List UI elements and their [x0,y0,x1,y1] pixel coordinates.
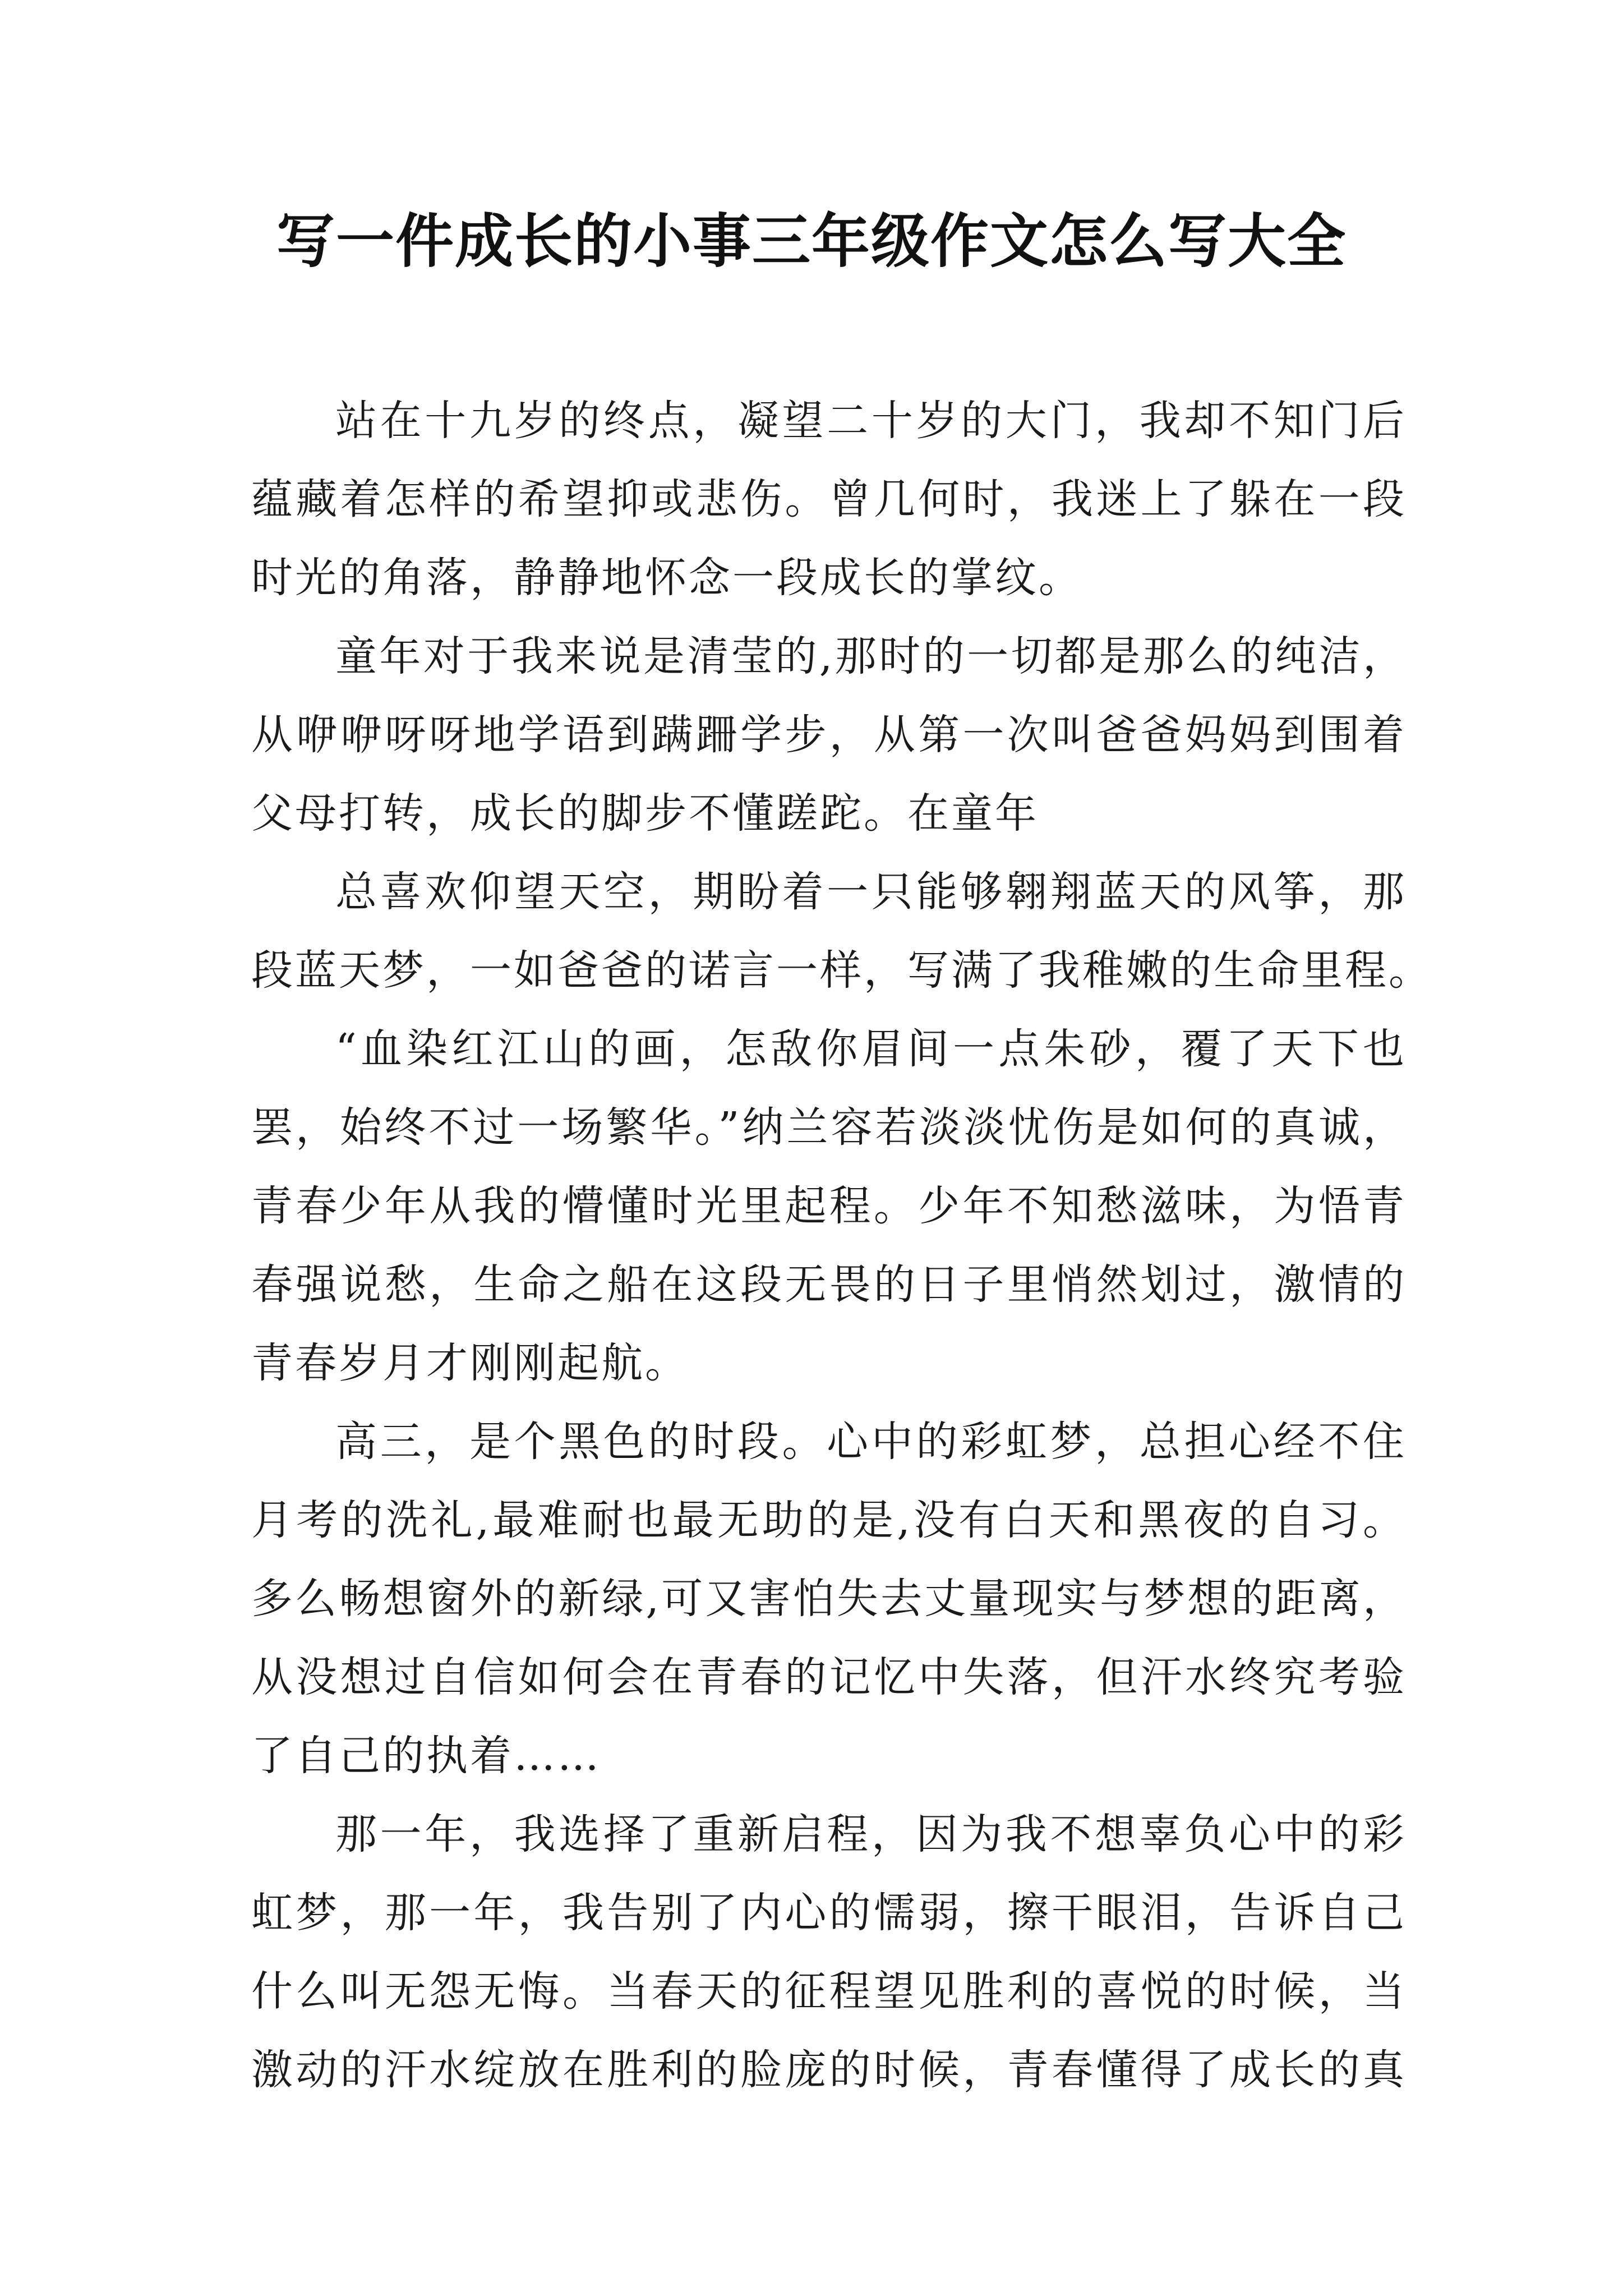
text-line: 什么叫无怨无悔。当春天的征程望见胜利的喜悦的时候，当 [251,1967,1407,2016]
text-line: 父母打转，成长的脚步不懂蹉跎。在童年 [251,789,1039,838]
text-line: 站在十九岁的终点，凝望二十岁的大门，我却不知门后 [335,397,1407,445]
text-line: 从咿咿呀呀地学语到蹒跚学步，从第一次叫爸爸妈妈到围着 [251,711,1407,759]
text-line: 了自己的执着…… [251,1732,601,1780]
text-line: 春强说愁，生命之船在这段无畏的日子里悄然划过，激情的 [251,1260,1407,1309]
text-line: 时光的角落，静静地怀念一段成长的掌纹。 [251,554,1082,602]
text-line: 总喜欢仰望天空，期盼着一只能够翱翔蓝天的风筝，那 [335,868,1407,916]
text-line: 那一年，我选择了重新启程，因为我不想辜负心中的彩 [335,1810,1407,1858]
text-line: 多么畅想窗外的新绿,可又害怕失去丈量现实与梦想的距离， [251,1575,1407,1623]
text-line: “血染红江山的画，怎敌你眉间一点朱砂，覆了天下也 [335,1025,1407,1073]
text-line: 从没想过自信如何会在青春的记忆中失落，但汗水终究考验 [251,1653,1407,1701]
text-line: 童年对于我来说是清莹的,那时的一切都是那么的纯洁， [335,632,1407,680]
text-line: 蕴藏着怎样的希望抑或悲伤。曾几何时，我迷上了躲在一段 [251,475,1407,523]
document-title: 写一件成长的小事三年级作文怎么写大全 [276,207,1347,275]
text-line: 罢，始终不过一场繁华。”纳兰容若淡淡忧伤是如何的真诚， [251,1103,1407,1152]
text-line: 段蓝天梦，一如爸爸的诺言一样，写满了我稚嫩的生命里程。 [251,946,1432,995]
text-line: 青春少年从我的懵懂时光里起程。少年不知愁滋味，为悟青 [251,1182,1407,1230]
text-line: 虹梦，那一年，我告别了内心的懦弱，擦干眼泪，告诉自己 [251,1889,1407,1937]
text-line: 高三，是个黑色的时段。心中的彩虹梦，总担心经不住 [335,1418,1407,1466]
text-line: 月考的洗礼,最难耐也最无助的是,没有白天和黑夜的自习。 [251,1496,1407,1544]
text-line: 青春岁月才刚刚起航。 [251,1339,689,1387]
text-line: 激动的汗水绽放在胜利的脸庞的时候，青春懂得了成长的真 [251,2046,1407,2094]
document-body [251,381,1432,2109]
